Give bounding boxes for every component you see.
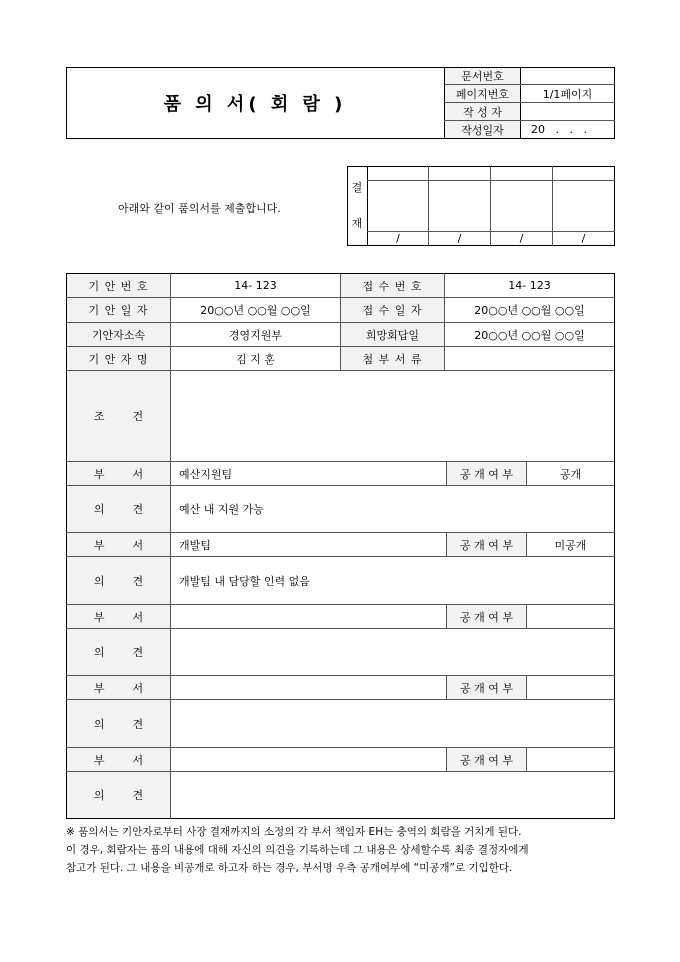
drafter-name-label: 기 안 자 명 <box>67 347 170 370</box>
drafter-dept-value: 경영지원부 <box>228 328 283 342</box>
opinion-label-3: 의 견 <box>67 629 170 675</box>
draft-date-label: 기 안 일 자 <box>67 298 170 322</box>
dept-label-1: 부 서 <box>67 462 170 485</box>
opinion-value-1: 예산 내 지원 가능 <box>179 503 264 516</box>
public-label-1: 공 개 여 부 <box>447 462 526 485</box>
dept-value-1: 예산지원팀 <box>179 467 233 481</box>
approval-slash-3: / <box>519 232 524 245</box>
desired-reply-date-value: 20○○년 ○○월 ○○일 <box>474 328 585 342</box>
draft-date-value: 20○○년 ○○월 ○○일 <box>200 304 311 317</box>
draft-number-value: 14- 123 <box>234 279 277 292</box>
public-value-2: 미공개 <box>554 538 587 552</box>
attachments-value <box>445 347 614 370</box>
condition-label: 조 건 <box>67 371 170 461</box>
doc-number-label: 문서번호 <box>445 68 520 84</box>
opinion-label-4: 의 견 <box>67 700 170 747</box>
intro-text: 아래와 같이 품의서를 제출합니다. <box>118 202 281 215</box>
public-value-4 <box>527 676 614 699</box>
dept-value-2: 개발팀 <box>179 538 211 552</box>
footnote-line-3: 참고가 된다. 그 내용을 비공개로 하고자 하는 경우, 부서명 우측 공개여부에 “미공개”로 기입한다. <box>66 862 513 874</box>
dept-label-4: 부 서 <box>67 676 170 699</box>
receipt-date-value: 20○○년 ○○월 ○○일 <box>474 304 585 317</box>
approval-label-bottom: 재 <box>351 217 363 230</box>
doc-number-value <box>521 68 614 84</box>
created-date-label: 작성일자 <box>445 121 520 138</box>
public-label-4: 공 개 여 부 <box>447 676 526 699</box>
opinion-label-2: 의 견 <box>67 557 170 604</box>
dept-label-2: 부 서 <box>67 533 170 556</box>
dept-label-3: 부 서 <box>67 605 170 628</box>
desired-reply-date-label: 희망회답일 <box>341 323 444 346</box>
page-number-value: 1/1페이지 <box>542 87 593 101</box>
opinion-value-5 <box>171 772 614 818</box>
opinion-label-1: 의 견 <box>67 486 170 532</box>
public-value-3 <box>527 605 614 628</box>
public-value-1: 공개 <box>559 467 582 481</box>
author-value <box>521 103 614 120</box>
receipt-number-label: 접 수 번 호 <box>341 274 444 297</box>
attachments-label: 첨 부 서 류 <box>341 347 444 370</box>
receipt-number-value: 14- 123 <box>508 279 551 292</box>
author-label: 작 성 자 <box>445 103 520 120</box>
draft-number-label: 기 안 번 호 <box>67 274 170 297</box>
dept-value-4 <box>171 676 446 699</box>
opinion-value-2: 개발팀 내 담당할 인력 없음 <box>179 574 310 588</box>
dept-value-5 <box>171 748 446 771</box>
public-label-3: 공 개 여 부 <box>447 605 526 628</box>
condition-value <box>171 371 614 461</box>
footnote-line-1: ※ 품의서는 기안자로부터 사장 결재까지의 소정의 각 부서 책임자 EH는 충역의 회람을 거치게 된다. <box>66 826 522 838</box>
opinion-label-5: 의 견 <box>67 772 170 818</box>
page-number-label: 페이지번호 <box>445 85 520 102</box>
public-label-5: 공 개 여 부 <box>447 748 526 771</box>
page-title: 품 의 서( 회 람 ) <box>163 94 347 115</box>
footnote-line-2: 이 경우, 회람자는 품의 내용에 대해 자신의 의견을 기록하는데 그 내용은 상세할수록 최종 결정자에게 <box>66 844 529 856</box>
created-date-value: 20 . . . <box>531 123 587 136</box>
approval-slash-4: / <box>581 232 586 245</box>
dept-label-5: 부 서 <box>67 748 170 771</box>
approval-label-top: 결 <box>351 181 363 194</box>
public-value-5 <box>527 748 614 771</box>
receipt-date-label: 접 수 일 자 <box>341 298 444 322</box>
drafter-name-value: 김 지 훈 <box>236 352 275 366</box>
drafter-dept-label: 기안자소속 <box>67 323 170 346</box>
opinion-value-4 <box>171 700 614 747</box>
approval-slash-2: / <box>457 232 462 245</box>
public-label-2: 공 개 여 부 <box>447 533 526 556</box>
dept-value-3 <box>171 605 446 628</box>
approval-slash-1: / <box>396 232 400 245</box>
opinion-value-3 <box>171 629 614 675</box>
